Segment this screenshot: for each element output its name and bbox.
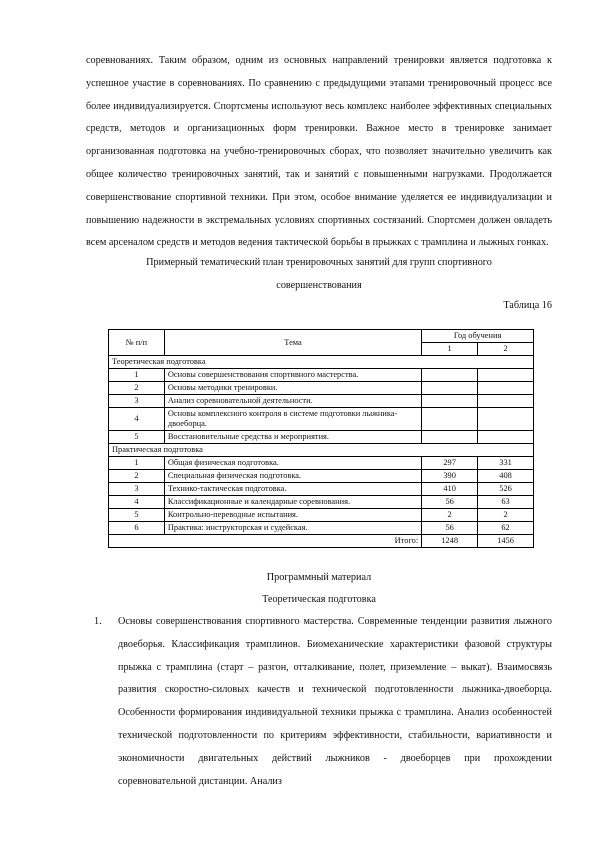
row-year1: 297 xyxy=(422,457,478,470)
row-year2 xyxy=(478,395,534,408)
program-heading: Программный материал xyxy=(266,572,372,583)
row-num: 3 xyxy=(109,395,165,408)
table-row xyxy=(109,470,534,483)
row-year1: 56 xyxy=(422,496,478,509)
row-topic: Основы комплексного контроля в системе подготовки лыжника-двоеборца. xyxy=(164,408,421,431)
row-topic: Основы методики тренировки. xyxy=(164,382,421,395)
row-year1: 390 xyxy=(422,470,478,483)
theory-heading: Теоретическая подготовка xyxy=(262,594,376,605)
row-num: 3 xyxy=(109,483,165,496)
row-year1 xyxy=(422,395,478,408)
header-num: № п/п xyxy=(109,330,165,356)
row-year2 xyxy=(478,382,534,395)
total-year2: 1456 xyxy=(478,535,534,548)
row-num: 4 xyxy=(109,408,165,431)
row-topic: Общая физическая подготовка. xyxy=(164,457,421,470)
table-row xyxy=(109,369,534,382)
thematic-plan-table xyxy=(108,329,534,548)
list-item-number: 1. xyxy=(94,616,102,627)
row-year1 xyxy=(422,382,478,395)
table-row xyxy=(109,395,534,408)
section-practice: Практическая подготовка xyxy=(109,444,534,457)
table-total-row xyxy=(109,535,534,548)
row-topic: Технико-тактическая подготовка. xyxy=(164,483,421,496)
table-row xyxy=(109,522,534,535)
row-num: 5 xyxy=(109,431,165,444)
row-year2: 62 xyxy=(478,522,534,535)
list-item-text: Современные тенденции развития лыжного двоеборья. Классификация трамплинов. Биомеханические характеристики фазовой структуры прыжка с трамплина (старт – разгон, отталкивание, полет, приземление – выкат). Взаимосвязь развития скоростно-силовых качеств и технической подготовленности лыжника-двоеборца. Особенности формирования индивидуальной техники прыжка с трамплина. Анализ особенностей технической подготовленности по критериям эффективности, стабильности, вариативности и экономичности двигательных действий лыжников - двоеборцев при прохождении соревновательной дистанции. Анализ xyxy=(118,616,552,787)
row-num: 6 xyxy=(109,522,165,535)
row-num: 5 xyxy=(109,509,165,522)
table-row xyxy=(109,509,534,522)
row-year2: 63 xyxy=(478,496,534,509)
row-year1 xyxy=(422,431,478,444)
row-year2: 526 xyxy=(478,483,534,496)
total-label: Итого: xyxy=(109,535,422,548)
row-year1: 410 xyxy=(422,483,478,496)
table-row xyxy=(109,483,534,496)
row-year1 xyxy=(422,408,478,431)
section-theory: Теоретическая подготовка xyxy=(109,356,534,369)
table-header-row xyxy=(109,330,534,343)
row-topic: Классификационные и календарные соревнования. xyxy=(164,496,421,509)
row-year2: 2 xyxy=(478,509,534,522)
row-year1: 56 xyxy=(422,522,478,535)
table-label: Таблица 16 xyxy=(503,300,552,311)
row-topic: Основы совершенствования спортивного мастерства. xyxy=(164,369,421,382)
row-topic: Восстановительные средства и мероприятия. xyxy=(164,431,421,444)
table-row xyxy=(109,457,534,470)
list-item-paragraph xyxy=(118,611,552,793)
row-topic: Специальная физическая подготовка. xyxy=(164,470,421,483)
header-year-2: 2 xyxy=(478,343,534,356)
row-year2: 331 xyxy=(478,457,534,470)
header-year-1: 1 xyxy=(422,343,478,356)
intro-paragraph xyxy=(86,50,552,255)
row-topic: Контрольно-переводные испытания. xyxy=(164,509,421,522)
table-row xyxy=(109,431,534,444)
row-num: 2 xyxy=(109,470,165,483)
plan-title-line1: Примерный тематический план тренировочных занятий для групп спортивного xyxy=(146,257,492,268)
list-item-lead: Основы совершенствования спортивного мастерства. xyxy=(118,616,354,627)
row-year2: 408 xyxy=(478,470,534,483)
plan-title-line2: совершенствования xyxy=(276,280,362,291)
row-num: 1 xyxy=(109,369,165,382)
row-num: 2 xyxy=(109,382,165,395)
row-year1: 2 xyxy=(422,509,478,522)
table-row xyxy=(109,496,534,509)
row-topic: Практика: инструкторская и судейская. xyxy=(164,522,421,535)
row-year2 xyxy=(478,369,534,382)
header-year: Год обучения xyxy=(422,330,534,343)
row-num: 1 xyxy=(109,457,165,470)
total-year1: 1248 xyxy=(422,535,478,548)
table-row xyxy=(109,382,534,395)
section-row-theory xyxy=(109,356,534,369)
header-topic: Тема xyxy=(164,330,421,356)
row-topic: Анализ соревновательной деятельности. xyxy=(164,395,421,408)
intro-text: соревнованиях. Таким образом, одним из основных направлений тренировки является подготовка к успешное участие в соревнованиях. По сравнению с предыдущими этапами тренировочный процесс все более индивидуализируется. Спортсмены используют весь комплекс наиболее эффективных специальных средств, методов и организационных форм тренировки. Важное место в тренировке занимает организованная подготовка на учебно-тренировочных сборах, что позволяет значительно увеличить как общее количество тренировочных занятий, так и занятий с повышенными нагрузками. Продолжается совершенствование спортивной техники. При этом, особое внимание уделяется ее индивидуализации и повышению надежности в экстремальных условиях спортивных состязаний. Спортсмен должен овладеть всем арсеналом средств и методов ведения тактической борьбы в прыжках с трамплина и лыжных гонках. xyxy=(86,55,552,249)
row-year2 xyxy=(478,431,534,444)
row-num: 4 xyxy=(109,496,165,509)
row-year2 xyxy=(478,408,534,431)
row-year1 xyxy=(422,369,478,382)
table-row xyxy=(109,408,534,431)
section-row-practice xyxy=(109,444,534,457)
